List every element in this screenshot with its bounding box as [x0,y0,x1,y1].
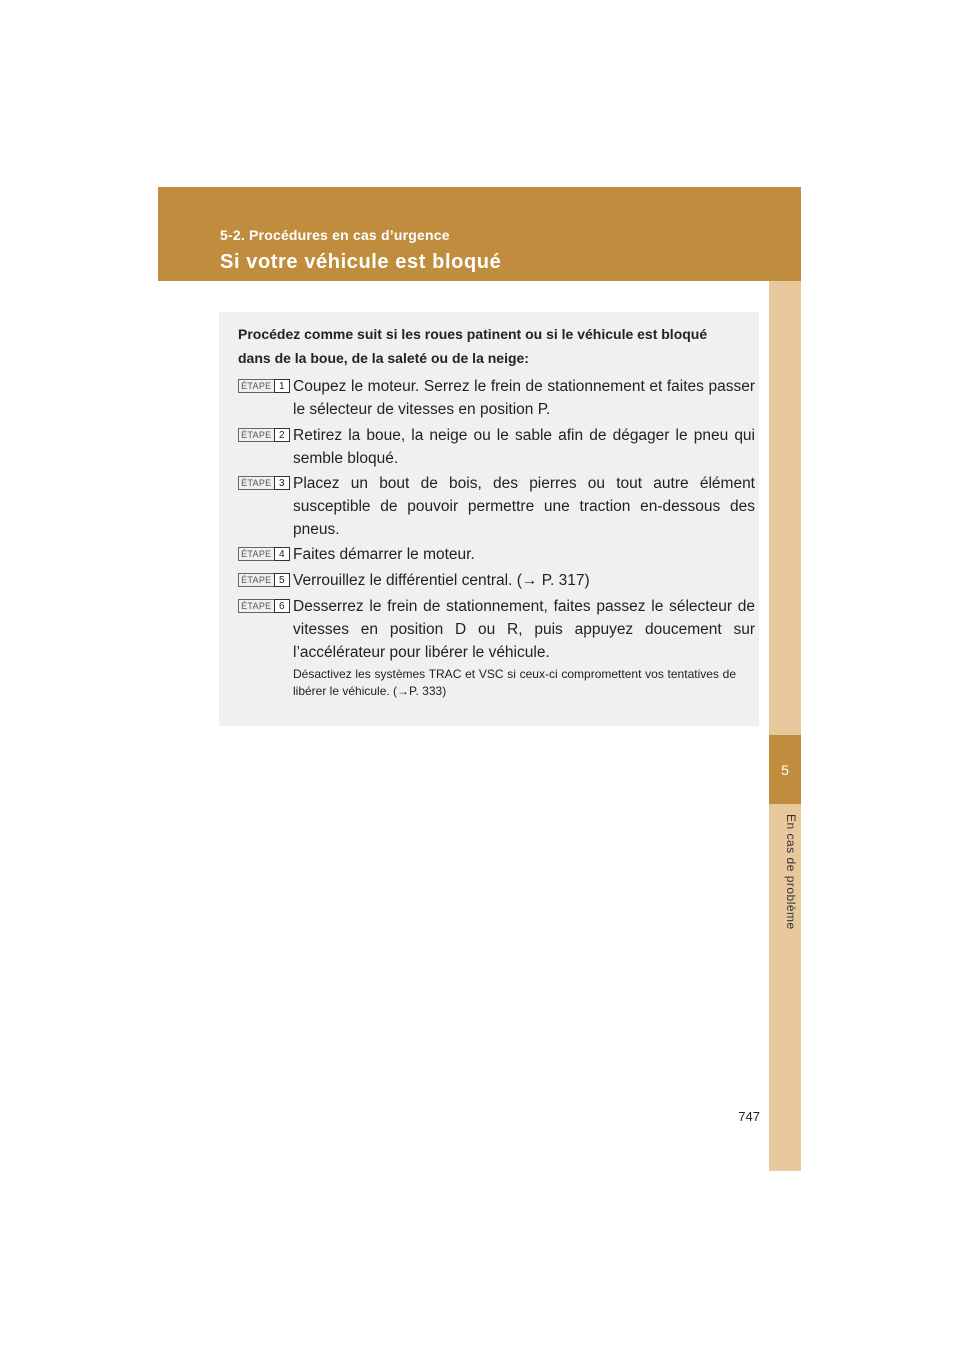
section-label: 5-2. Procédures en cas d’urgence [220,227,450,243]
chapter-title: En cas de problème [784,814,798,930]
step-number: 6 [274,599,290,613]
step-text: Coupez le moteur. Serrez le frein de stationnement et faites passer le sélecteur de vitesses en position P. [293,378,755,418]
step-badge [238,428,290,442]
step-label: ÉTAPE [238,573,274,587]
step-6-note: Désactivez les systèmes TRAC et VSC si ceux-ci compromettent vos tentatives de libérer le véhicule. (→P. 333) [293,667,736,698]
step-label: ÉTAPE [238,599,274,613]
step-text: Faites démarrer le moteur. [293,546,475,563]
step-label: ÉTAPE [238,476,274,490]
procedure-box [219,312,759,726]
step-label: ÉTAPE [238,379,274,393]
step-number: 2 [274,428,290,442]
page-number: 747 [738,1109,760,1124]
step-badge [238,379,290,393]
step-label: ÉTAPE [238,428,274,442]
step-text: Desserrez le frein de stationnement, faites passez le sélecteur de vitesses en position D ou R, puis appuyez doucement sur l’accélérateur pour libérer le véhicule. [293,598,755,661]
step-badge [238,547,290,561]
step-label: ÉTAPE [238,547,274,561]
step-number: 5 [274,573,290,587]
step-badge [238,573,290,587]
step-badge [238,599,290,613]
step-number: 4 [274,547,290,561]
step-text: Retirez la boue, la neige ou le sable afin de dégager le pneu qui semble bloqué. [293,427,755,467]
step-badge [238,476,290,490]
chapter-number: 5 [769,735,801,804]
step-number: 1 [274,379,290,393]
chapter-side-tab [769,281,801,1171]
page-title: Si votre véhicule est bloqué [220,251,502,273]
chapter-header [158,187,801,281]
step-number: 3 [274,476,290,490]
intro-text: Procédez comme suit si les roues patinent ou si le véhicule est bloqué dans de la boue, de la saleté ou de la neige: [238,326,708,366]
step-text: Placez un bout de bois, des pierres ou tout autre élément susceptible de pouvoir permettre une traction en-dessous des pneus. [293,475,755,538]
step-text: Verrouillez le différentiel central. (→ P. 317) [293,572,590,589]
